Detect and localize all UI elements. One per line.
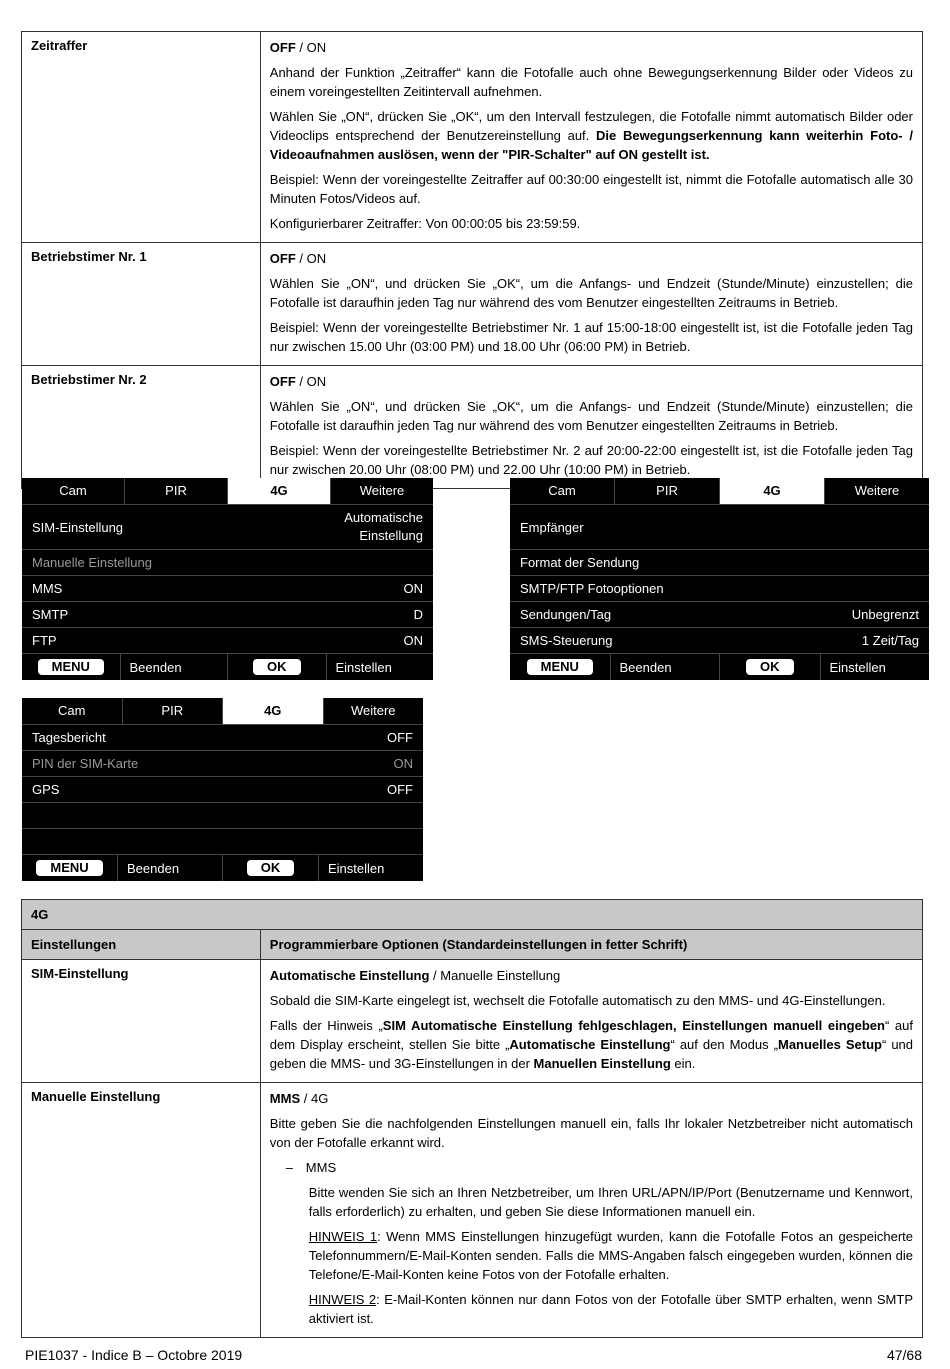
menu-footer <box>22 855 423 881</box>
column-header: Programmierbare Optionen (Standardeinstellungen in fetter Schrift) <box>260 930 922 960</box>
row-label: Betriebstimer Nr. 1 <box>22 243 261 366</box>
menu-item-ftp[interactable] <box>22 628 433 654</box>
row-content <box>260 960 922 1083</box>
menu-item-label: FTP <box>32 633 57 648</box>
menu-item-label: GPS <box>32 782 60 797</box>
page-footer <box>25 1347 922 1363</box>
ok-button[interactable] <box>720 654 821 680</box>
tab-cam[interactable]: Cam <box>510 478 615 504</box>
menu-item-label: PIN der SIM-Karte <box>32 756 139 771</box>
menu-item-value: OFF <box>387 729 413 745</box>
paragraph: Konfigurierbarer Zeitraffer: Von 00:00:05 bis 23:59:59. <box>269 216 581 231</box>
menu-footer <box>510 654 929 680</box>
tab-cam[interactable]: Cam <box>22 698 123 724</box>
menu-button-label: MENU <box>527 659 593 675</box>
ok-button[interactable] <box>223 855 319 881</box>
tab-weitere[interactable]: Weitere <box>350 703 396 718</box>
list-item-mms <box>270 1158 913 1177</box>
tab-pir[interactable]: PIR <box>123 698 224 724</box>
paragraph: Beispiel: Wenn der voreingestellte Zeitraffer auf 00:30:00 eingestellt ist, nimmt die Fotofalle automatisch alle 30 Minuten Fotos/Videos auf. <box>269 172 913 206</box>
table-row <box>22 1083 923 1338</box>
note-label: HINWEIS 2 <box>308 1292 377 1307</box>
menu-screen-4g-page2 <box>510 478 929 680</box>
ok-button[interactable] <box>228 654 327 680</box>
menu-item-label: SMS-Steuerung <box>520 633 613 648</box>
other-options: / Manuelle Einstellung <box>429 968 561 983</box>
menu-item-manuelle-einstellung[interactable] <box>22 550 433 576</box>
tab-cam[interactable]: Cam <box>22 478 125 504</box>
dash-bullet: – <box>285 1160 294 1175</box>
row-label: SIM-Einstellung <box>22 960 261 1083</box>
paragraph: Beispiel: Wenn der voreingestellte Betriebstimer Nr. 2 auf 20:00-22:00 eingestellt ist, ist die Fotofalle jeden Tag nur zwischen 20.00 Uhr (08:00 PM) und 22.00 Uhr (10:00 PM) in Betrieb. <box>269 443 913 477</box>
menu-action-label: Beenden <box>611 654 721 680</box>
row-content <box>260 366 922 489</box>
tab-weitere[interactable]: Weitere <box>854 483 900 498</box>
tab-4g[interactable]: 4G <box>223 698 324 724</box>
menu-item-label: MMS <box>32 581 63 596</box>
other-options: / 4G <box>300 1091 329 1106</box>
menu-item-value: D <box>413 606 423 622</box>
document-reference: PIE1037 - Indice B – Octobre 2019 <box>25 1347 243 1363</box>
paragraph: Wählen Sie „ON“, und drücken Sie „OK“, um die Anfangs- und Endzeit (Stunde/Minute) einzustellen; die Fotofalle ist daraufhin jeden Tag nur während des vom Benutzer eingestellten Zeitraums in Betrieb. <box>269 399 913 433</box>
menu-footer <box>22 654 433 680</box>
menu-screen-4g-page1 <box>22 478 433 680</box>
menu-tabs <box>510 478 929 505</box>
menu-item-value: Unbegrenzt <box>851 606 919 622</box>
menu-item-value: ON <box>403 632 423 648</box>
menu-button-label: MENU <box>36 860 102 876</box>
menu-item-empty <box>22 829 423 855</box>
menu-item-format-der-sendung[interactable] <box>510 550 929 576</box>
menu-item-value: ON <box>393 755 413 771</box>
table-column-headers <box>22 930 923 960</box>
note-text: : E-Mail-Konten können nur dann Fotos von der Fotofalle über SMTP erhalten, wenn SMTP aktiviert ist. <box>308 1292 913 1326</box>
menu-item-sim-einstellung[interactable] <box>22 505 433 550</box>
default-option: OFF <box>269 40 296 55</box>
ok-action-label: Einstellen <box>829 659 886 675</box>
ok-button-label: OK <box>253 659 301 675</box>
default-option: OFF <box>269 251 296 266</box>
menu-button-label: MENU <box>38 659 104 675</box>
note-paragraph <box>270 1290 913 1328</box>
tab-4g[interactable]: 4G <box>720 478 825 504</box>
list-item-title: MMS <box>305 1160 337 1175</box>
ok-button-label: OK <box>746 659 794 675</box>
menu-item-empty <box>22 803 423 829</box>
row-label: Manuelle Einstellung <box>22 1083 261 1338</box>
menu-item-label: Manuelle Einstellung <box>32 555 152 570</box>
column-header: Einstellungen <box>22 930 261 960</box>
settings-table-top <box>21 31 923 489</box>
menu-item-value: 1 Zeit/Tag <box>861 632 919 648</box>
menu-item-label: Tagesbericht <box>32 730 106 745</box>
menu-button[interactable] <box>22 654 121 680</box>
row-content <box>260 1083 922 1338</box>
menu-item-smtp[interactable] <box>22 602 433 628</box>
menu-item-pin-der-sim-karte[interactable] <box>22 751 423 777</box>
table-row <box>22 960 923 1083</box>
paragraph: Falls der Hinweis „SIM Automatische Einstellung fehlgeschlagen, Einstellungen manuell eingeben“ auf dem Display erscheint, stellen Sie bitte „Automatische Einstellung“ auf den Modus „Manuelles Setup“ und geben die MMS- und 3G-Einstellungen in der Manuellen Einstellung ein. <box>269 1018 914 1071</box>
menu-button[interactable] <box>510 654 611 680</box>
menu-item-label: SMTP/FTP Fotooptionen <box>520 581 664 596</box>
other-options: / ON <box>295 251 327 266</box>
menu-item-gps[interactable] <box>22 777 423 803</box>
paragraph: Sobald die SIM-Karte eingelegt ist, wechselt die Fotofalle automatisch zu den MMS- und 4G-Einstellungen. <box>269 993 886 1008</box>
paragraph: Bitte geben Sie die nachfolgenden Einstellungen manuell ein, falls Ihr lokaler Netzbetreiber nicht automatisch von der Fotofalle erkannt wird. <box>269 1116 913 1150</box>
menu-item-label: Empfänger <box>520 519 584 535</box>
page-number: 47/68 <box>886 1347 922 1363</box>
menu-item-tagesbericht[interactable] <box>22 725 423 751</box>
menu-action-label: Beenden <box>118 855 223 881</box>
menu-screen-4g-page3 <box>22 698 423 881</box>
paragraph: Bitte wenden Sie sich an Ihren Netzbetreiber, um Ihren URL/APN/IP/Port (Benutzername und Kennwort, falls erforderlich) zu erhalten, und geben Sie diese Informationen manuell ein. <box>308 1185 913 1219</box>
menu-item-value: Automatische Einstellung <box>344 510 423 543</box>
menu-action-label: Beenden <box>121 654 229 680</box>
menu-item-label: SMTP <box>32 607 69 622</box>
settings-table-4g <box>21 899 923 1338</box>
tab-pir[interactable]: PIR <box>125 478 228 504</box>
note-text: : Wenn MMS Einstellungen hinzugefügt wurden, kann die Fotofalle Fotos an gespeicherte Telefonnummern/E-Mail-Konten senden. Falls die MMS-Angaben falsch eingegeben wurden, können die Telefone/E-Mail-Konten keine Fotos von der Fotofalle erhalten. <box>308 1229 913 1282</box>
menu-item-empfaenger[interactable] <box>510 505 929 550</box>
default-option: MMS <box>269 1091 301 1106</box>
table-section-header <box>22 900 923 930</box>
note-label: HINWEIS 1 <box>308 1229 378 1244</box>
note-paragraph <box>270 1227 913 1284</box>
menu-item-label: Format der Sendung <box>520 555 640 570</box>
row-label: Zeitraffer <box>22 32 261 243</box>
row-label: Betriebstimer Nr. 2 <box>22 366 261 489</box>
menu-item-sms-steuerung[interactable] <box>510 628 929 654</box>
default-option: Automatische Einstellung <box>269 968 430 983</box>
menu-tabs <box>22 698 423 725</box>
menu-item-value: ON <box>403 580 423 596</box>
table-row <box>22 32 923 243</box>
menu-item-label: Sendungen/Tag <box>520 607 612 622</box>
section-title: 4G <box>22 900 923 930</box>
ok-button-label: OK <box>247 860 295 876</box>
other-options: / ON <box>295 374 327 389</box>
ok-action-label: Einstellen <box>328 860 385 876</box>
paragraph: Beispiel: Wenn der voreingestellte Betriebstimer Nr. 1 auf 15:00-18:00 eingestellt ist, ist die Fotofalle jeden Tag nur zwischen 15.00 Uhr (03:00 PM) und 18.00 Uhr (06:00 PM) in Betrieb. <box>269 320 913 354</box>
menu-item-value: OFF <box>387 781 413 797</box>
paragraph: Wählen Sie „ON“, und drücken Sie „OK“, um die Anfangs- und Endzeit (Stunde/Minute) einzustellen; die Fotofalle ist daraufhin jeden Tag nur während des vom Benutzer eingestellten Zeitraums in Betrieb. <box>269 276 913 310</box>
row-content <box>260 32 922 243</box>
tab-weitere[interactable]: Weitere <box>359 483 405 498</box>
row-content <box>260 243 922 366</box>
table-row <box>22 366 923 489</box>
default-option: OFF <box>269 374 296 389</box>
menu-tabs <box>22 478 433 505</box>
menu-item-label: SIM-Einstellung <box>32 519 124 535</box>
paragraph: Anhand der Funktion „Zeitraffer“ kann die Fotofalle auch ohne Bewegungserkennung Bilder oder Videos zu einem voreingestellten Zeitintervall aufnehmen. <box>269 65 913 99</box>
menu-button[interactable] <box>22 855 118 881</box>
tab-pir[interactable]: PIR <box>615 478 720 504</box>
other-options: / ON <box>295 40 327 55</box>
tab-4g[interactable]: 4G <box>228 478 331 504</box>
ok-action-label: Einstellen <box>335 659 392 675</box>
menu-item-smtp-ftp-fotooptionen[interactable] <box>510 576 929 602</box>
menu-item-mms[interactable] <box>22 576 433 602</box>
paragraph: Wählen Sie „ON“, drücken Sie „OK“, um den Intervall festzulegen, die Fotofalle nimmt automatisch Bilder oder Videoclips entsprechend der Benutzereinstellung auf. Die Bewegungserkennung kann weiterhin Foto- / Videoaufnahmen auslösen, wenn der "PIR-Schalter" auf ON gestellt ist. <box>269 109 913 162</box>
table-row <box>22 243 923 366</box>
menu-item-sendungen-tag[interactable] <box>510 602 929 628</box>
